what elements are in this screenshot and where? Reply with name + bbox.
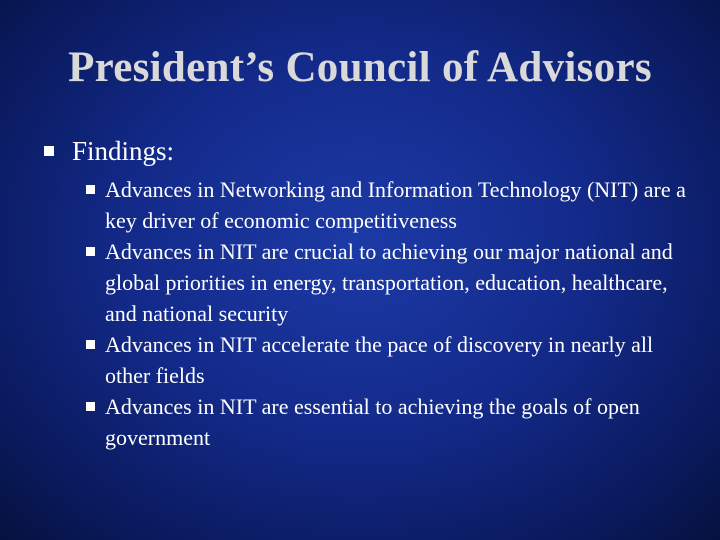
- square-bullet-icon: [86, 247, 95, 256]
- list-item-text: Advances in Networking and Information Technology (NIT) are a key driver of economic competitiveness: [105, 177, 686, 233]
- bullet-item-findings: [44, 134, 684, 168]
- list-item-text: Advances in NIT accelerate the pace of discovery in nearly all other fields: [105, 332, 654, 388]
- square-bullet-icon: [86, 185, 95, 194]
- list-item: [86, 391, 696, 453]
- list-item: [86, 174, 696, 236]
- findings-label: Findings:: [72, 136, 175, 166]
- square-bullet-icon: [44, 146, 54, 156]
- square-bullet-icon: [86, 340, 95, 349]
- findings-list: [86, 174, 696, 453]
- list-item: [86, 236, 696, 329]
- list-item-text: Advances in NIT are crucial to achieving our major national and global priorities in energy, transportation, education, healthcare, and national security: [105, 239, 673, 326]
- slide-title: President’s Council of Advisors: [68, 44, 652, 91]
- list-item: [86, 329, 696, 391]
- list-item-text: Advances in NIT are essential to achieving the goals of open government: [105, 394, 640, 450]
- square-bullet-icon: [86, 402, 95, 411]
